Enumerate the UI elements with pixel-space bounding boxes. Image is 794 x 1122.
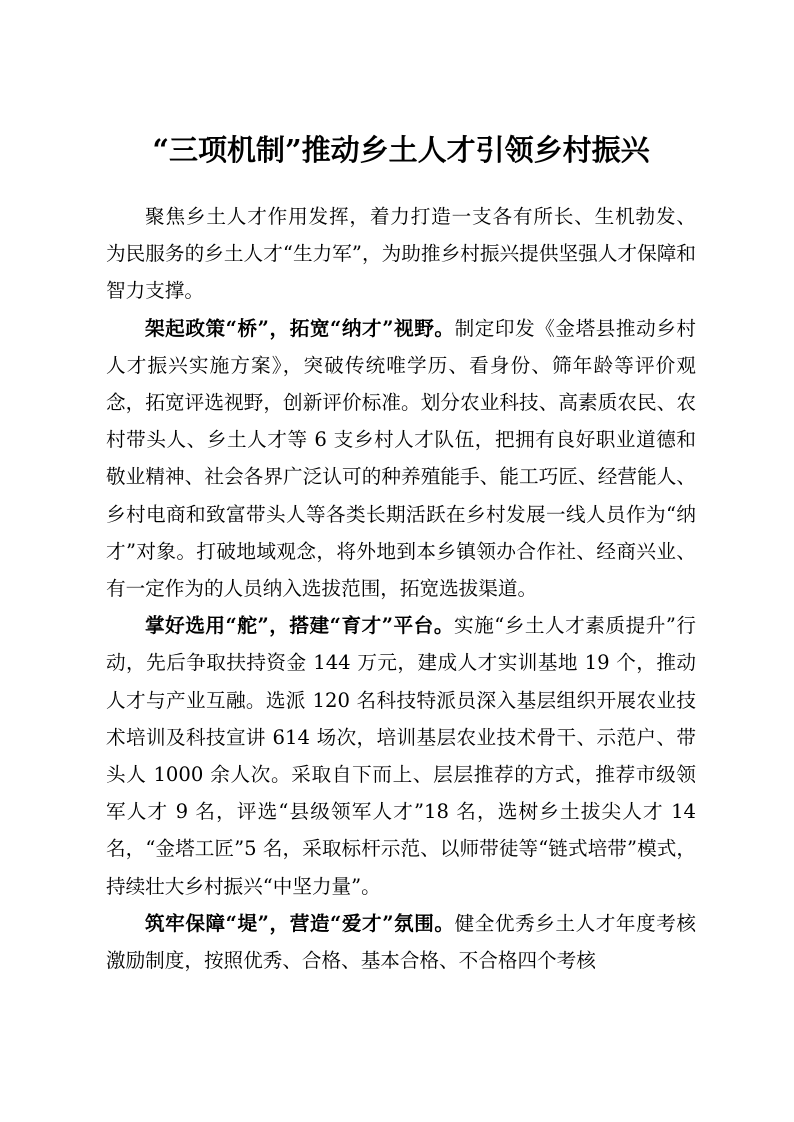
document-body [106, 198, 696, 979]
document-title: “三项机制”推动乡土人才引领乡村振兴 [152, 133, 650, 167]
section-heading-policy: 架起政策“桥”，拓宽“纳才”视野。 [145, 316, 455, 340]
document-page [106, 0, 696, 1122]
intro-paragraph: 聚焦乡土人才作用发挥，着力打造一支各有所长、生机勃发、 为民服务的乡土人才“生力军”，为助推乡村振兴提供坚强人才保障和智力支撑。 [106, 205, 696, 303]
section-text-policy: 制定印发《金塔县推动乡村人才振兴实施方案》，突破传统唯学历、看身份、筛年龄等评价观念，拓宽评选视野，创新评价标准。划分农业科技、高素质农民、农村带头人、乡土人才等 6 支乡村人才队伍，把拥有良好职业道德和敬业精神、社会各界广泛认可的种养殖能手、能工巧匠、经营能人、乡村电商和致富带头人等各类长期活跃在乡村发展一线人员作为“纳才”对象。打破地域观念，将外地到本乡镇领办合作社、经商兴业、有一定作为的人员纳入选拔范围，拓宽选拔渠道。 [106, 316, 696, 601]
section-paragraph-selection [106, 607, 696, 905]
section-heading-selection: 掌好选用“舵”，搭建“育才”平台。 [145, 614, 454, 638]
section-text-selection: 实施“乡土人才素质提升”行动，先后争取扶持资金 144 万元，建成人才实训基地 19 个，推动人才与产业互融。选派 120 名科技特派员深入基层组织开展农业技术培训及科技宣讲 614 场次，培训基层农业技术骨干、示范户、带头人 1000 余人次。采取自下而上、层层推荐的方式，推荐市级领军人才 9 名，评选“县级领军人才”18 名，选树乡土拔尖人才 14 名，“金塔工匠”5 名，采取标杆示范、以师带徒等“链式培带”模式，持续壮大乡村振兴“中坚力量”。 [106, 614, 696, 898]
section-paragraph-policy [106, 310, 696, 608]
section-paragraph-guarantee [106, 905, 696, 979]
section-heading-guarantee: 筑牢保障“堤”，营造“爱才”氛围。 [145, 911, 455, 935]
section-text-guarantee: 健全优秀乡土人才年度考核激励制度，按照优秀、合格、基本合格、不合格四个考核 [106, 911, 696, 973]
